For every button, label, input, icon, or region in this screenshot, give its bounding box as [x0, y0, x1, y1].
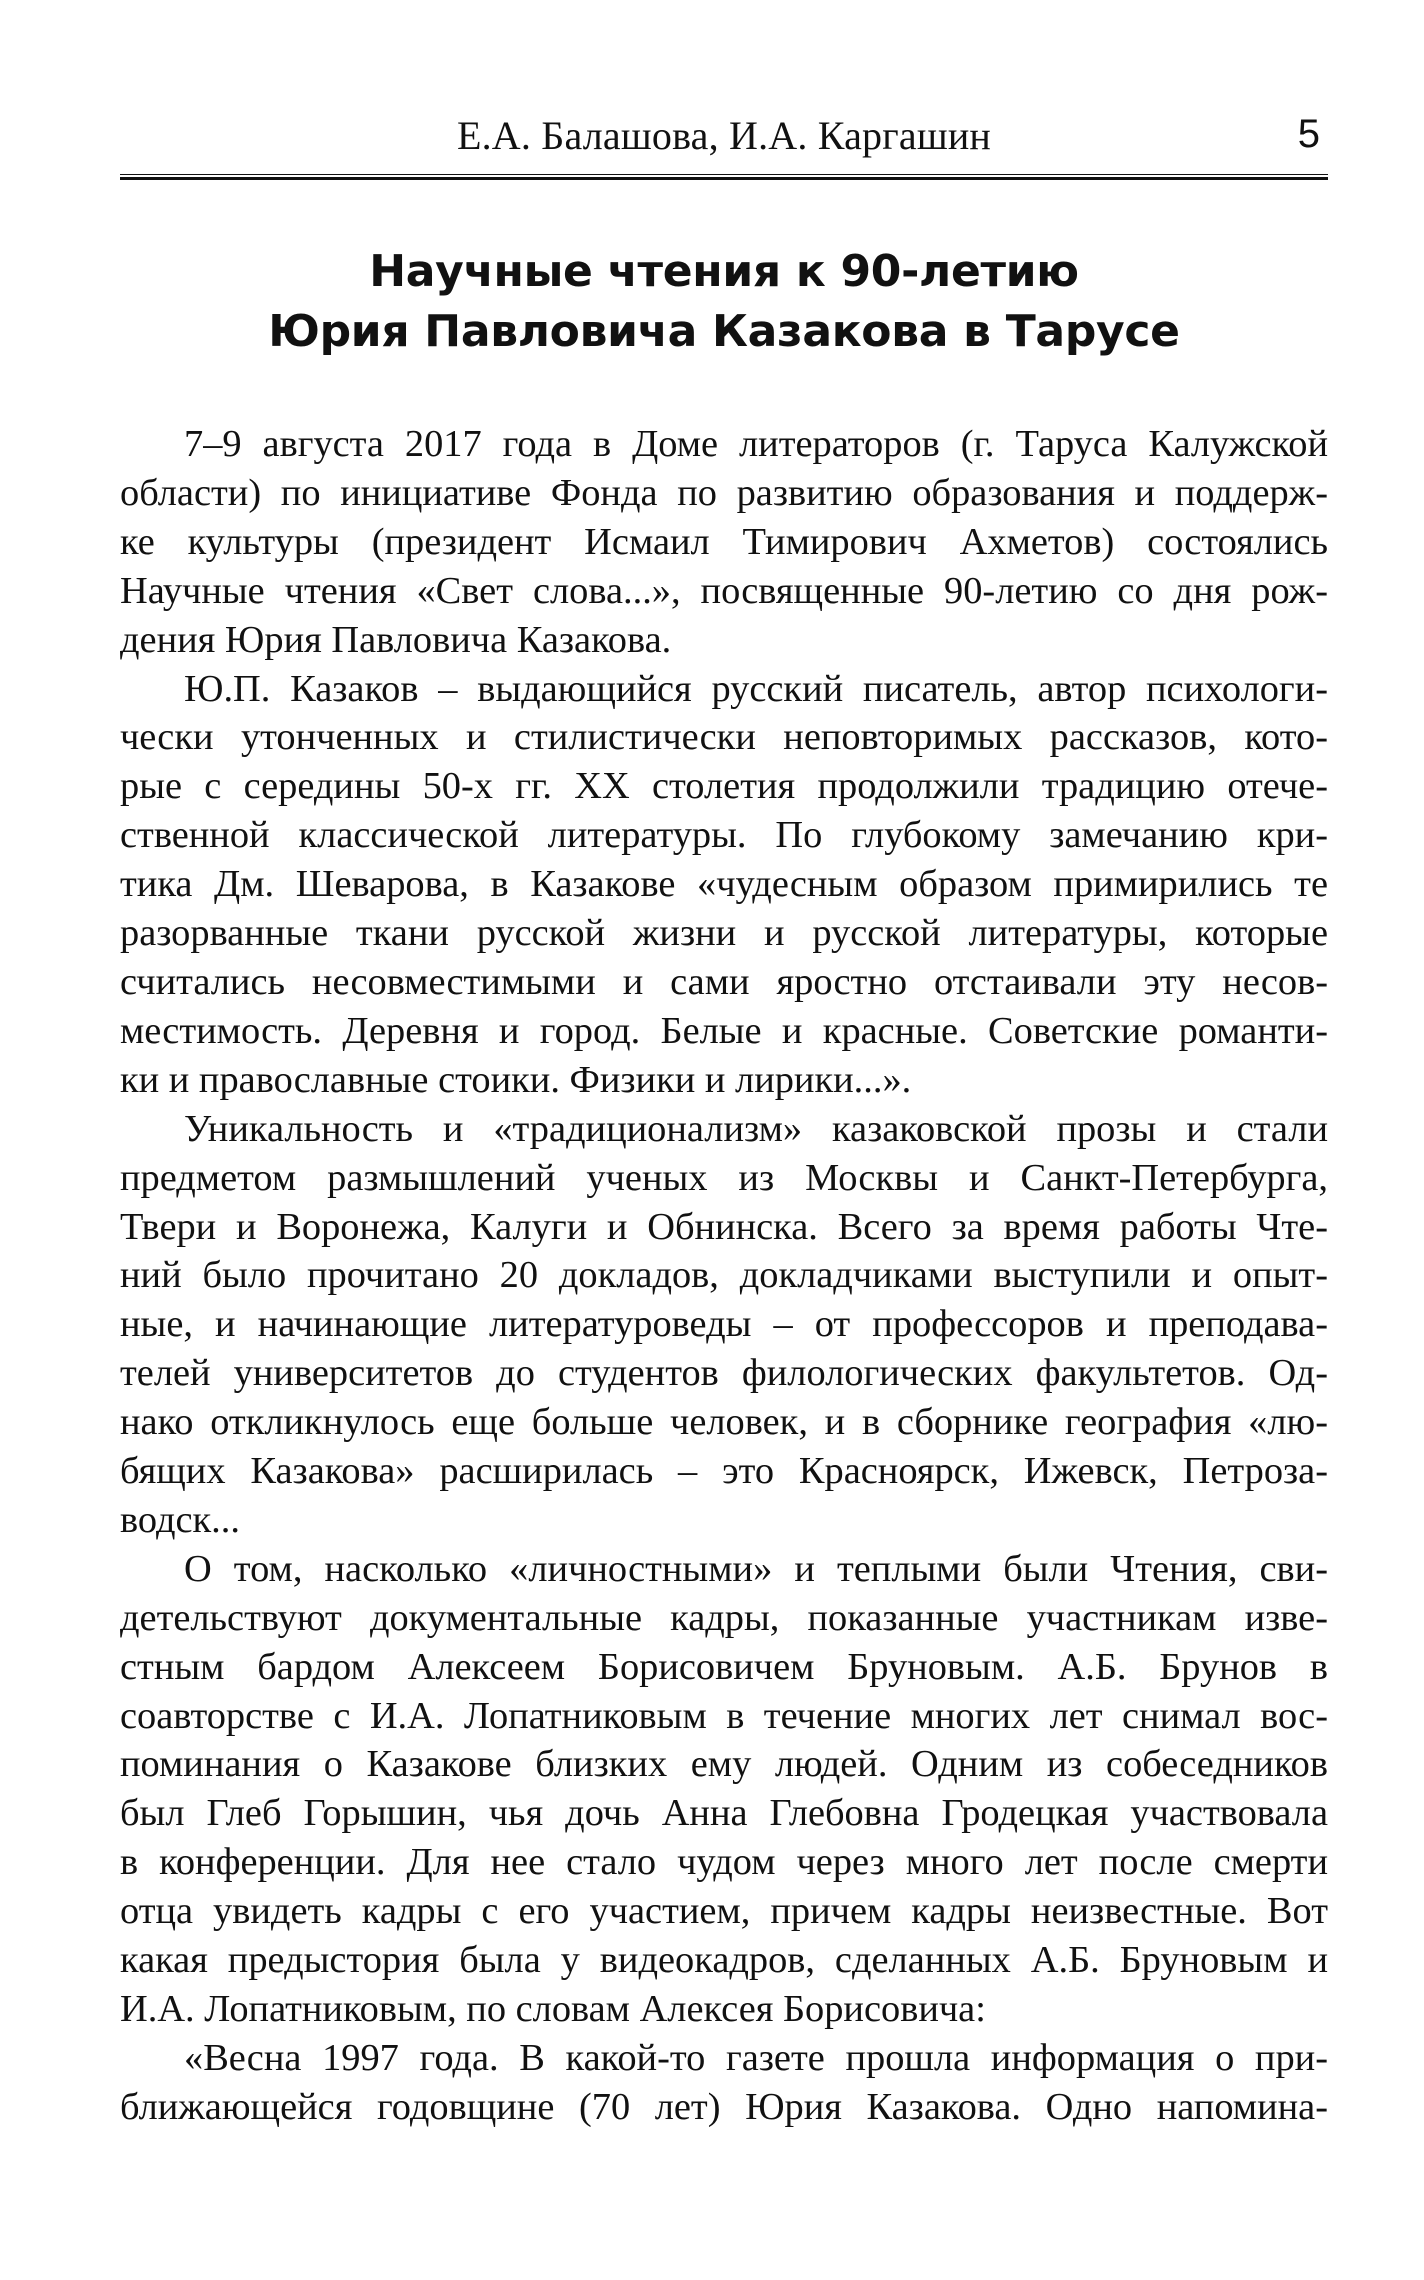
text-line: водск...	[120, 1498, 240, 1541]
paragraph	[120, 2034, 1328, 2132]
text-line: ний было прочитано 20 докладов, докладчиками выступили и опыт-	[120, 1254, 1328, 1297]
text-line: стным бардом Алексеем Борисовичем Бруновым. А.Б. Брунов в	[120, 1645, 1328, 1688]
text-line: О том, насколько «личностными» и теплыми были Чтения, сви-	[184, 1547, 1328, 1590]
page-number: 5	[1297, 112, 1320, 156]
text-line: Ю.П. Казаков – выдающийся русский писатель, автор психологи-	[184, 667, 1328, 710]
paragraph	[120, 1105, 1328, 1545]
text-line: поминания о Казакове близких ему людей. Одним из собеседников	[120, 1743, 1328, 1786]
article-title-line: Научные чтения к 90-летию	[369, 246, 1079, 297]
book-page	[120, 104, 1328, 2132]
text-line: ближающейся годовщине (70 лет) Юрия Казакова. Одно напомина-	[120, 2085, 1328, 2128]
text-line: Уникальность и «традиционализм» казаковской прозы и стали	[184, 1107, 1328, 1150]
text-line: чески утонченных и стилистически неповторимых рассказов, кото-	[120, 716, 1328, 759]
text-line: бящих Казакова» расширилась – это Красноярск, Ижевск, Петроза-	[120, 1450, 1328, 1493]
text-line: отца увидеть кадры с его участием, причем кадры неизвестные. Вот	[120, 1890, 1328, 1933]
text-line: области) по инициативе Фонда по развитию образования и поддерж-	[120, 471, 1328, 514]
text-line: «Весна 1997 года. В какой-то газете прошла информация о при-	[184, 2036, 1328, 2079]
text-line: предметом размышлений ученых из Москвы и Санкт-Петербурга,	[120, 1156, 1328, 1199]
paragraph	[120, 420, 1328, 665]
running-title: Е.А. Балашова, И.А. Каргашин	[456, 113, 992, 158]
paragraph	[120, 1545, 1328, 2034]
text-line: дения Юрия Павловича Казакова.	[120, 618, 672, 661]
text-line: разорванные ткани русской жизни и русской литературы, которые	[120, 912, 1328, 955]
text-line: ки и православные стоики. Физики и лирики...».	[120, 1058, 912, 1101]
text-line: был Глеб Горышин, чья дочь Анна Глебовна Гродецкая участвовала	[120, 1792, 1328, 1835]
text-line: телей университетов до студентов филологических факультетов. Од-	[120, 1352, 1328, 1395]
article-title	[120, 242, 1328, 362]
paragraph	[120, 665, 1328, 1105]
article-title-line: Юрия Павловича Казакова в Тарусе	[268, 306, 1180, 357]
text-line: 7–9 августа 2017 года в Доме литераторов (г. Таруса Калужской	[184, 423, 1328, 465]
text-line: Твери и Воронежа, Калуги и Обнинска. Всего за время работы Чте-	[120, 1205, 1328, 1248]
text-line: И.А. Лопатниковым, по словам Алексея Борисовича:	[120, 1988, 986, 2030]
text-line: считались несовместимыми и сами яростно отстаивали эту несов-	[120, 960, 1328, 1003]
text-line: Научные чтения «Свет слова...», посвященные 90-летию со дня рож-	[120, 569, 1328, 612]
header-rule-thin	[120, 174, 1328, 175]
text-line: какая предыстория была у видеокадров, сделанных А.Б. Бруновым и	[120, 1939, 1328, 1982]
text-line: детельствуют документальные кадры, показанные участникам изве-	[120, 1596, 1328, 1639]
text-line: в конференции. Для нее стало чудом через много лет после смерти	[120, 1841, 1328, 1884]
text-line: ке культуры (президент Исмаил Тимирович Ахметов) состоялись	[120, 520, 1328, 563]
text-line: местимость. Деревня и город. Белые и красные. Советские романти-	[120, 1009, 1328, 1052]
text-line: тика Дм. Шеварова, в Казакове «чудесным образом примирились те	[120, 863, 1328, 906]
text-line: рые с середины 50-х гг. XX столетия продолжили традицию отече-	[120, 765, 1328, 808]
header-rule-thick	[120, 177, 1328, 180]
text-line: нако откликнулось еще больше человек, и в сборнике география «лю-	[120, 1401, 1328, 1444]
article-body	[120, 420, 1328, 2132]
text-line: соавторстве с И.А. Лопатниковым в течение многих лет снимал вос-	[120, 1694, 1328, 1737]
running-header	[120, 104, 1328, 168]
text-line: ные, и начинающие литературоведы – от профессоров и преподава-	[120, 1303, 1328, 1346]
text-line: ственной классической литературы. По глубокому замечанию кри-	[120, 814, 1328, 857]
